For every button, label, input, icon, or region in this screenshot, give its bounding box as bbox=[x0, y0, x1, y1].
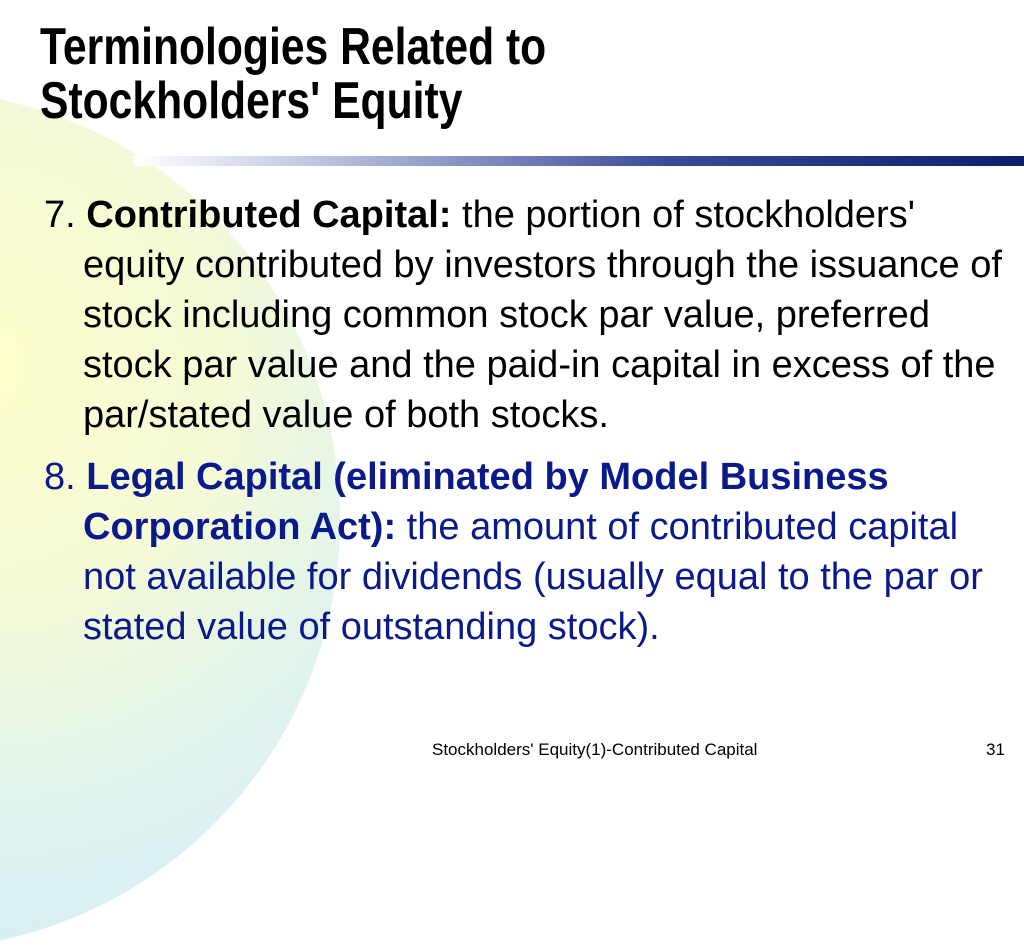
item-definition: the portion of stockholders' equity contributed by investors through the issuance of stock including common stock par value, preferred stock par value and the paid-in capital in excess of the par/stated value of both stocks. bbox=[83, 194, 1002, 436]
item-number: 7. bbox=[44, 194, 87, 236]
item-number: 8. bbox=[44, 456, 87, 498]
term-item-7 bbox=[44, 190, 1004, 440]
slide-title bbox=[40, 20, 546, 128]
item-term: Legal Capital (eliminated by Model Business Corporation Act): bbox=[83, 456, 889, 548]
page-number: 31 bbox=[986, 740, 1005, 759]
footer-title: Stockholders' Equity(1)-Contributed Capital bbox=[432, 740, 758, 759]
item-definition: the amount of contributed capital not available for dividends (usually equal to the par or stated value of outstanding stock). bbox=[83, 506, 983, 648]
slide-body bbox=[44, 190, 1004, 664]
slide-title-line-2: Stockholders' Equity bbox=[40, 72, 463, 130]
item-term: Contributed Capital: bbox=[86, 194, 452, 236]
title-underline-rule bbox=[134, 156, 1024, 166]
term-item-8 bbox=[44, 452, 1004, 652]
slide-title-line-1: Terminologies Related to bbox=[40, 18, 547, 76]
